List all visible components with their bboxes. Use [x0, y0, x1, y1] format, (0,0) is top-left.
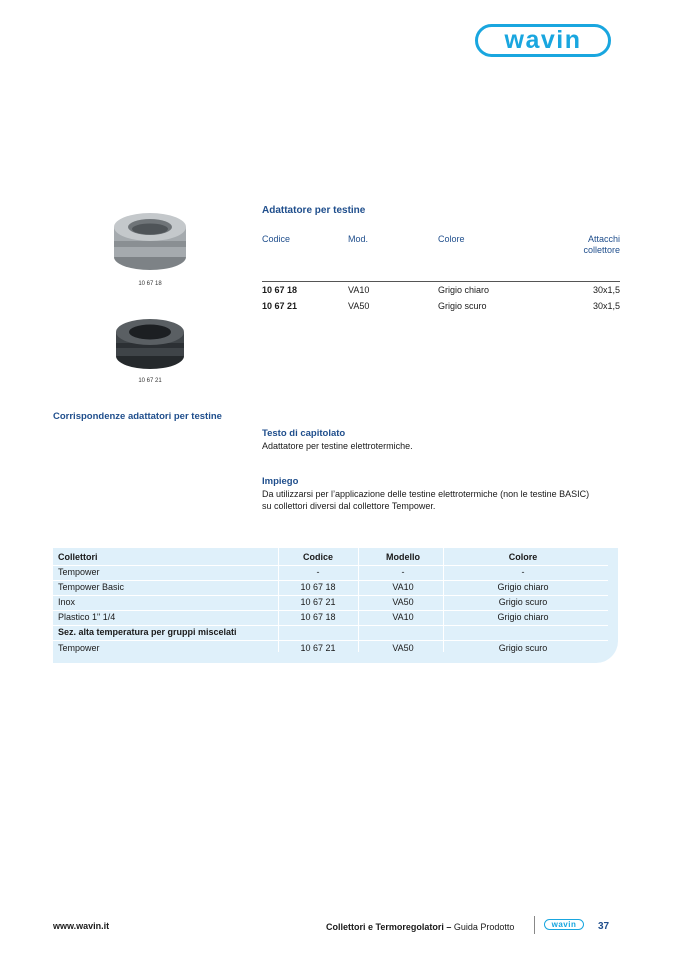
- product-title: Adattatore per testine: [262, 205, 366, 216]
- page-number: 37: [598, 921, 610, 932]
- header-attach: Attacchi: [587, 234, 620, 244]
- adapter-dark-icon: [105, 312, 195, 374]
- correspondence-title: Corrispondenze adattatori per testine: [53, 411, 222, 422]
- row-code: 10 67 18: [262, 285, 298, 295]
- product-image-dark: [105, 312, 195, 384]
- footer-title: [326, 922, 514, 932]
- table-row: Plastico 1" 1/4 10 67 18 VA10 Grigio chiaro: [58, 612, 549, 622]
- spec-text: Adattatore per testine elettrotermiche.: [262, 441, 413, 451]
- footer-title-bold: Collettori e Termoregolatori –: [326, 922, 452, 932]
- header-color: Colore: [438, 234, 465, 244]
- row-color: Grigio chiaro: [438, 285, 490, 295]
- collectors-table: [53, 548, 618, 663]
- header-attach-2: collettore: [583, 245, 620, 255]
- figure-caption: 10 67 21: [138, 378, 162, 384]
- adapter-light-icon: [105, 205, 195, 277]
- header-model: Mod.: [348, 234, 369, 244]
- header-code: Codice: [262, 234, 291, 244]
- col-header-code: Codice: [302, 552, 333, 562]
- table-row: Tempower 10 67 21 VA50 Grigio scuro: [58, 643, 548, 653]
- usage-title: Impiego: [262, 476, 299, 487]
- usage-text-line2: su collettori diversi dal collettore Tempower.: [262, 501, 436, 511]
- row-attach: 30x1,5: [592, 285, 620, 295]
- table-row: Inox 10 67 21 VA50 Grigio scuro: [58, 597, 548, 607]
- row-model: VA50: [348, 301, 370, 311]
- wavin-logo: wavin: [475, 24, 611, 57]
- table-rule: [262, 281, 620, 282]
- row-code: 10 67 21: [262, 301, 298, 311]
- table-row: Tempower - - -: [58, 567, 525, 577]
- table-row: Tempower Basic 10 67 18 VA10 Grigio chiaro: [58, 582, 549, 592]
- figure-caption: 10 67 18: [138, 281, 162, 287]
- table-header-row: [53, 550, 618, 565]
- row-color: Grigio scuro: [438, 301, 487, 311]
- footer-website-link[interactable]: www.wavin.it: [53, 921, 110, 931]
- col-header-collector: Collettori: [58, 552, 98, 562]
- spec-title: Testo di capitolato: [262, 428, 346, 439]
- footer-divider: [534, 916, 535, 934]
- product-image-light: [105, 205, 195, 287]
- col-header-color: Colore: [508, 552, 538, 562]
- footer-title-rest: Guida Prodotto: [451, 922, 515, 932]
- col-header-model: Modello: [386, 552, 420, 562]
- row-model: VA10: [348, 285, 370, 295]
- footer-wavin-logo: wavin: [544, 919, 584, 930]
- row-attach: 30x1,5: [592, 301, 620, 311]
- table-subheading: Sez. alta temperatura per gruppi miscelati: [58, 627, 237, 637]
- usage-text-line1: Da utilizzarsi per l’applicazione delle testine elettrotermiche (non le testine BASIC): [262, 489, 590, 499]
